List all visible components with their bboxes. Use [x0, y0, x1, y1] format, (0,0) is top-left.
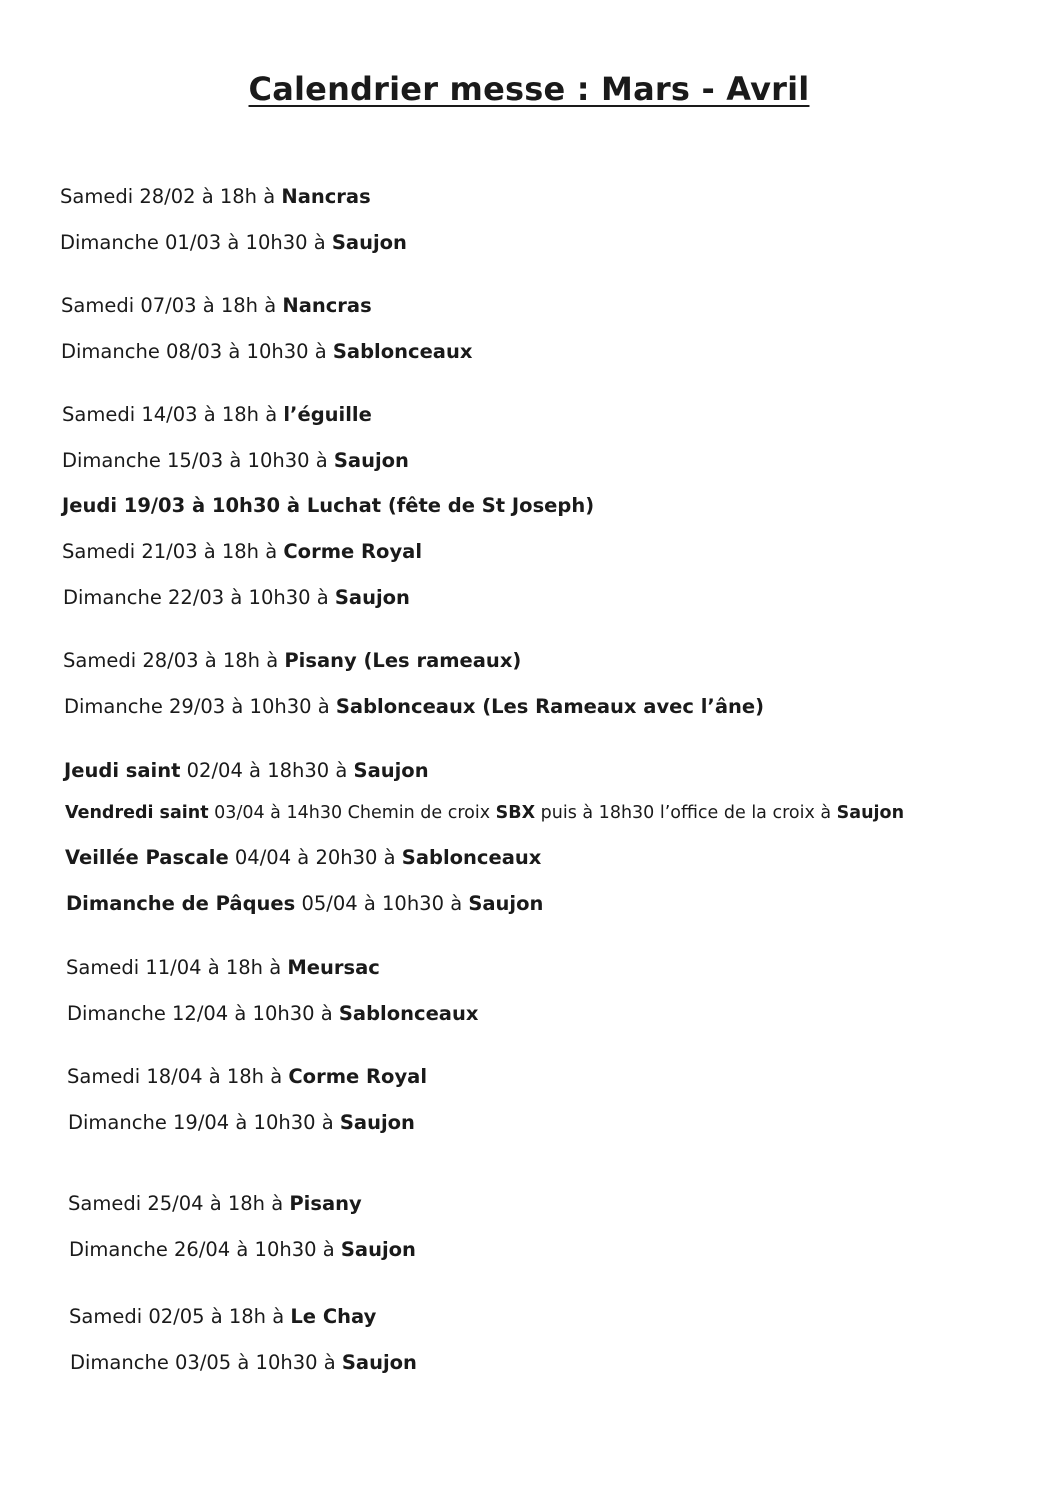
- line-text: Dimanche 08/03 à 10h30 à: [61, 340, 333, 363]
- schedule-line: [67, 1001, 478, 1027]
- schedule-line: [62, 539, 422, 565]
- line-occasion: Veillée Pascale: [65, 846, 229, 869]
- line-place: Saujon: [468, 892, 544, 915]
- line-place: Corme Royal: [288, 1065, 427, 1088]
- schedule-line: [60, 230, 407, 256]
- line-place: SBX: [495, 803, 536, 823]
- schedule-line: [69, 1304, 376, 1330]
- line-occasion: Vendredi saint: [65, 803, 209, 823]
- line-text: Dimanche 12/04 à 10h30 à: [67, 1002, 339, 1025]
- schedule-line: [63, 648, 521, 674]
- line-place: Sablonceaux: [401, 846, 542, 869]
- line-text: Samedi 14/03 à 18h à: [62, 403, 284, 426]
- line-place: Pisany (Les rameaux): [284, 649, 522, 672]
- line-occasion: Dimanche de Pâques: [66, 892, 296, 915]
- schedule-line: [68, 1110, 415, 1136]
- page-title: [0, 70, 1058, 108]
- line-text: Dimanche 22/03 à 10h30 à: [63, 586, 335, 609]
- line-text: Samedi 11/04 à 18h à: [66, 956, 288, 979]
- line-text: Samedi 21/03 à 18h à: [62, 540, 284, 563]
- schedule-line: [69, 1237, 416, 1263]
- schedule-line: [66, 955, 380, 981]
- schedule-line: [70, 1350, 417, 1376]
- line-place: Saujon: [353, 759, 429, 782]
- line-text: Dimanche 26/04 à 10h30 à: [69, 1238, 341, 1261]
- line-place: Meursac: [287, 956, 380, 979]
- line-place: Sablonceaux: [338, 1002, 479, 1025]
- line-text: 03/04 à 14h30 Chemin de croix: [208, 803, 496, 823]
- schedule-line: [61, 339, 472, 365]
- line-text: Samedi 25/04 à 18h à: [68, 1192, 290, 1215]
- schedule-line: [64, 758, 429, 784]
- schedule-line: [66, 891, 543, 917]
- line-text: 02/04 à 18h30 à: [180, 759, 354, 782]
- schedule-line: [61, 293, 372, 319]
- line-place: Saujon: [334, 586, 410, 609]
- schedule-line: [64, 694, 764, 720]
- schedule-line: [60, 184, 371, 210]
- schedule-line: [65, 800, 904, 826]
- line-place: Sablonceaux: [332, 340, 473, 363]
- line-place: Nancras: [282, 294, 372, 317]
- schedule-line: [62, 402, 372, 428]
- line-place: Saujon: [331, 231, 407, 254]
- line-text: Dimanche 03/05 à 10h30 à: [70, 1351, 342, 1374]
- line-place: Le Chay: [290, 1305, 377, 1328]
- line-place: Saujon: [339, 1111, 415, 1134]
- schedule-line: [67, 1064, 427, 1090]
- line-place: l’éguille: [283, 403, 372, 426]
- line-place: Nancras: [281, 185, 371, 208]
- schedule-line: [62, 448, 409, 474]
- line-text: Samedi 28/03 à 18h à: [63, 649, 285, 672]
- line-text: 04/04 à 20h30 à: [228, 846, 402, 869]
- line-place: Jeudi 19/03 à 10h30 à Luchat (fête de St Joseph): [62, 494, 595, 517]
- schedule-line: [65, 845, 541, 871]
- line-text: Dimanche 01/03 à 10h30 à: [60, 231, 332, 254]
- line-occasion: Jeudi saint: [64, 759, 181, 782]
- line-place: Saujon: [341, 1351, 417, 1374]
- line-text: puis à 18h30 l’office de la croix à: [535, 803, 837, 823]
- line-place: Saujon: [333, 449, 409, 472]
- line-place: Sablonceaux (Les Rameaux avec l’âne): [335, 695, 765, 718]
- schedule-line: [62, 493, 594, 519]
- line-text: Samedi 02/05 à 18h à: [69, 1305, 291, 1328]
- schedule-line: [63, 585, 410, 611]
- line-text: Dimanche 15/03 à 10h30 à: [62, 449, 334, 472]
- line-text: Samedi 28/02 à 18h à: [60, 185, 282, 208]
- schedule-line: [68, 1191, 362, 1217]
- line-text: Dimanche 29/03 à 10h30 à: [64, 695, 336, 718]
- line-place: Saujon: [340, 1238, 416, 1261]
- line-text: Samedi 07/03 à 18h à: [61, 294, 283, 317]
- line-text: Dimanche 19/04 à 10h30 à: [68, 1111, 340, 1134]
- line-place: Saujon: [836, 803, 905, 823]
- page-title-text: Calendrier messe : Mars - Avril: [248, 70, 810, 108]
- line-place: Corme Royal: [283, 540, 422, 563]
- line-text: 05/04 à 10h30 à: [295, 892, 469, 915]
- line-place: Pisany: [289, 1192, 362, 1215]
- line-text: Samedi 18/04 à 18h à: [67, 1065, 289, 1088]
